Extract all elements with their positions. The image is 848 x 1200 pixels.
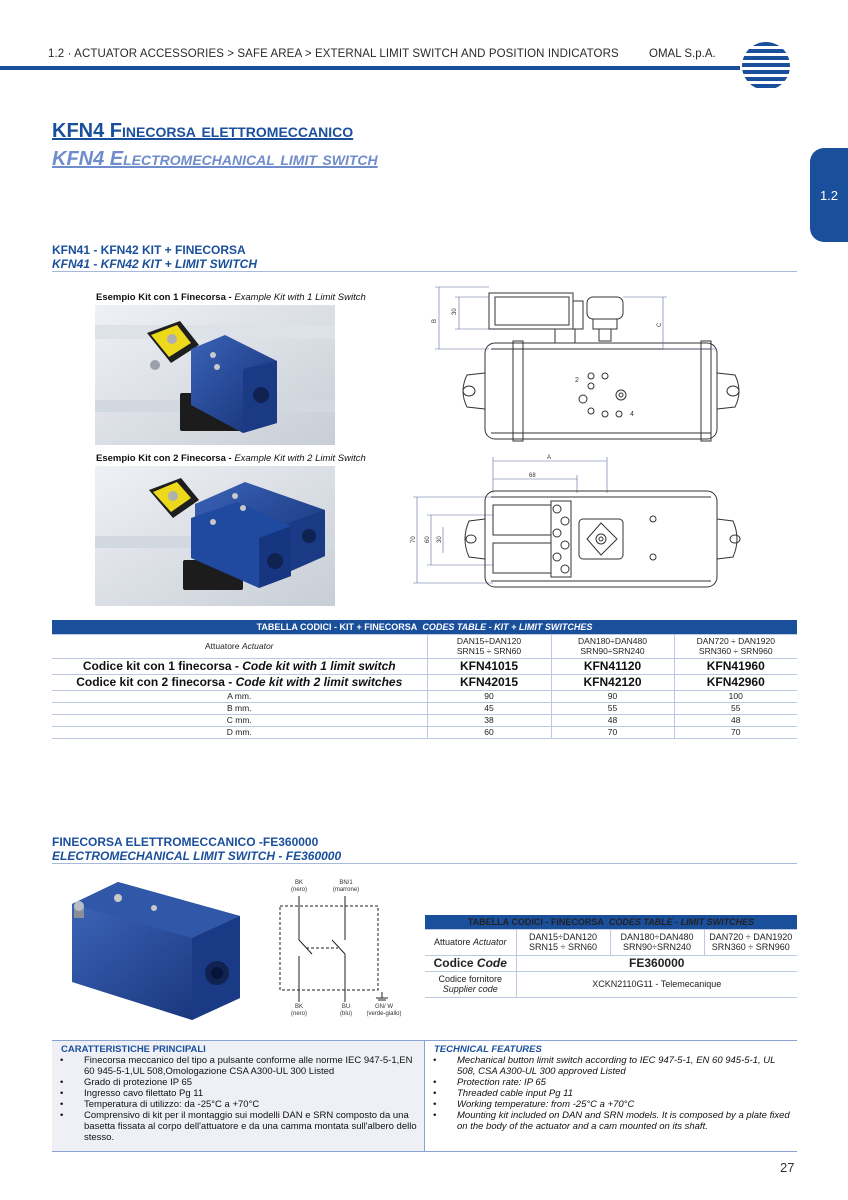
kit1-caption: Esempio Kit con 1 Finecorsa - Example Kit with 1 Limit Switch [96,292,366,303]
wiring-diagram [276,896,396,1002]
svg-text:2: 2 [575,377,579,384]
section1-heading: KFN41 - KFN42 KIT + FINECORSA [52,243,246,257]
dim-row-c: C mm. 38 48 48 [52,714,797,726]
feature-item: • Mechanical button limit switch according to IEC 947-5-1, EN 60 945-5-1, UL 508, CSA A300-UL 300 approved Listed [433,1055,791,1077]
company-name: OMAL S.p.A. [649,48,716,60]
feature-item: • Finecorsa meccanico del tipo a pulsante conforme alle norme IEC 947-5-1,EN 60 945-5-1,UL 508,Omologazione CSA A300-UL 300 Listed [60,1055,418,1077]
features-italian [52,1041,424,1151]
page-number: 27 [780,1160,795,1175]
section2-heading-english: ELECTROMECHANICAL LIMIT SWITCH - FE360000 [52,849,342,863]
feature-item: • Protection rate: IP 65 [433,1077,791,1088]
section-tab-label: 1.2 [819,188,839,203]
wire-bn-top-label: BN/1 (marrone) [332,880,360,893]
kit1-technical-drawing [425,283,760,455]
actuator-col-1: DAN15÷DAN120 SRN15 ÷ SRN60 [427,634,551,658]
kit2-caption: Esempio Kit con 2 Finecorsa - Example Kit with 2 Limit Switch [96,453,366,464]
breadcrumb: 1.2 · ACTUATOR ACCESSORIES > SAFE AREA > EXTERNAL LIMIT SWITCH AND POSITION INDICATORS [48,48,619,60]
dim-row-d: D mm. 60 70 70 [52,726,797,738]
limit-switch-photo [62,878,242,1023]
wire-bk-top-label: BK (nero) [290,880,307,893]
feature-item: • Grado di protezione IP 65 [60,1077,418,1088]
section1-rule [52,271,797,272]
svg-text:68: 68 [529,473,536,479]
svg-text:30: 30 [452,308,458,315]
feature-item: • Working temperature: from -25°C a +70°C [433,1099,791,1110]
dim-row-b: B mm. 45 55 55 [52,702,797,714]
feature-item: • Threaded cable input Pg 11 [433,1088,791,1099]
kit2-photo [95,466,335,606]
features-english [424,1041,797,1151]
feature-item: • Comprensivo di kit per il montaggio sui modelli DAN e SRN composto da una basetta fissata al corpo dell'attuatore e da una camma montata sull'albero dello stesso. [60,1110,418,1143]
feature-item: • Temperatura di utilizzo: da -25°C a +70°C [60,1099,418,1110]
page-title: KFN4 Finecorsa elettromeccanico [52,120,354,142]
kit1-photo [95,305,335,445]
features-heading-english: TECHNICAL FEATURES [434,1044,542,1055]
wire-gn-bottom-label: GN/ W (verde-giallo) [366,1004,402,1017]
switch-code-row: Codice Code FE360000 [425,955,797,971]
section2-rule [52,863,797,864]
kit2-technical-drawing [405,451,760,593]
kit-codes-table [52,620,797,739]
svg-text:60: 60 [425,536,431,543]
section1-heading-english: KFN41 - KFN42 KIT + LIMIT SWITCH [52,257,258,271]
page-title-english: KFN4 Electromechanical limit switch [52,148,378,170]
features-heading: CARATTERISTICHE PRINCIPALI [61,1044,206,1055]
svg-text:B: B [432,318,438,323]
kit2-code-row: Codice kit con 2 finecorsa - Code kit with 2 limit switches KFN42015 KFN42120 KFN42960 [52,674,797,690]
svg-text:C: C [657,322,663,327]
svg-text:30: 30 [437,536,443,543]
wire-bk-bottom-label: BK (nero) [290,1004,307,1017]
feature-item: • Mounting kit included on DAN and SRN models. It is composed by a plate fixed on the body of the actuator and a cam mounted on its shaft. [433,1110,791,1132]
section2-heading: FINECORSA ELETTROMECCANICO -FE360000 [52,835,319,849]
omal-logo-icon [738,40,794,92]
supplier-code-row: Codice fornitore Supplier code XCKN2110G11 - Telemecanique [425,971,797,997]
svg-text:A: A [547,455,552,461]
svg-text:4: 4 [630,411,634,418]
wire-bu-bottom-label: BU (blu) [339,1004,352,1017]
actuator-col-2: DAN180÷DAN480 SRN90÷SRN240 [551,634,674,658]
dim-row-a: A mm. 90 90 100 [52,690,797,702]
feature-item: • Ingresso cavo filettato Pg 11 [60,1088,418,1099]
kit-codes-table-header: TABELLA CODICI - KIT + FINECORSA CODES TABLE - KIT + LIMIT SWITCHES [52,620,797,634]
features-box [52,1040,797,1152]
svg-text:70: 70 [411,536,417,543]
actuator-col-3: DAN720 ÷ DAN1920 SRN360 ÷ SRN960 [674,634,797,658]
kit1-code-row: Codice kit con 1 finecorsa - Code kit with 1 limit switch KFN41015 KFN41120 KFN41960 [52,658,797,674]
section-tab[interactable] [810,148,848,242]
switch-codes-table-header: TABELLA CODICI - FINECORSA CODES TABLE - LIMIT SWITCHES [425,915,797,929]
switch-codes-table: TABELLA CODICI - FINECORSA CODES TABLE - LIMIT SWITCHES Attuatore Actuator DAN15÷DAN120 SRN15 ÷ SRN60 DAN180÷DAN480 SRN90÷SRN240 DAN720 ÷ DAN1920 SRN360 ÷ SRN960 Codice Code FE360000 Codice fornitore Supplier code XCKN2110G11 - Telemecanique [425,915,797,998]
header-rule [0,66,740,70]
actuator-label-cell: Attuatore Actuator [52,634,427,658]
